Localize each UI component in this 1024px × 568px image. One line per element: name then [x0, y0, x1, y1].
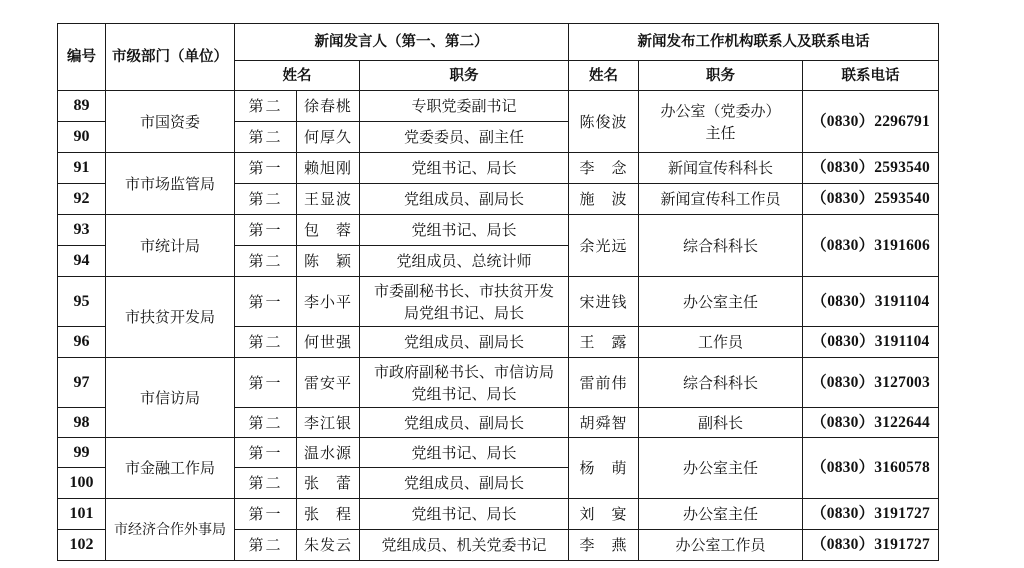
contact-name: 宋进钱 — [569, 277, 639, 327]
order-cell: 第二 — [235, 408, 297, 438]
spokesperson-name: 徐春桃 — [297, 91, 360, 122]
contact-name: 胡舜智 — [569, 408, 639, 438]
contact-phone: （0830）2296791 — [803, 91, 939, 153]
spokesperson-name: 包 蓉 — [297, 215, 360, 246]
spokesperson-name: 陈 颖 — [297, 246, 360, 277]
spokesperson-title: 党组成员、副局长 — [360, 327, 569, 358]
row-number: 96 — [58, 327, 106, 358]
dept-cell: 市金融工作局 — [106, 438, 235, 499]
header-spokesperson: 新闻发言人（第一、第二） — [235, 24, 569, 61]
spokesperson-title: 党组成员、总统计师 — [360, 246, 569, 277]
spokesperson-name: 何世强 — [297, 327, 360, 358]
spokesperson-name: 朱发云 — [297, 530, 360, 561]
contact-name: 陈俊波 — [569, 91, 639, 153]
contact-title: 综合科科长 — [639, 358, 803, 408]
contact-phone: （0830）2593540 — [803, 153, 939, 184]
row-number: 95 — [58, 277, 106, 327]
dept-cell: 市信访局 — [106, 358, 235, 438]
dept-cell: 市国资委 — [106, 91, 235, 153]
contact-name: 刘 宴 — [569, 499, 639, 530]
spokesperson-title — [360, 358, 569, 408]
contact-name: 雷前伟 — [569, 358, 639, 408]
order-cell: 第二 — [235, 468, 297, 499]
table-row — [58, 499, 939, 530]
spokesperson-name: 王显波 — [297, 184, 360, 215]
contact-title: 办公室主任 — [639, 499, 803, 530]
row-number: 97 — [58, 358, 106, 408]
spokesperson-name: 温水源 — [297, 438, 360, 468]
dept-cell: 市统计局 — [106, 215, 235, 277]
order-cell: 第一 — [235, 153, 297, 184]
table-row — [58, 153, 939, 184]
contact-phone: （0830）3191727 — [803, 530, 939, 561]
spokesperson-title: 党组成员、机关党委书记 — [360, 530, 569, 561]
contact-title: 副科长 — [639, 408, 803, 438]
spokesperson-title: 党组成员、副局长 — [360, 468, 569, 499]
table-row — [58, 277, 939, 327]
contact-title — [639, 91, 803, 153]
contact-phone: （0830）2593540 — [803, 184, 939, 215]
spokesperson-title-line-1: 市政府副秘书长、市信访局 — [373, 362, 554, 381]
row-number: 89 — [58, 91, 106, 122]
dept-cell: 市经济合作外事局 — [106, 499, 235, 561]
order-cell: 第一 — [235, 277, 297, 327]
row-number: 102 — [58, 530, 106, 561]
table-row — [58, 438, 939, 468]
row-number: 99 — [58, 438, 106, 468]
spokesperson-title: 党组成员、副局长 — [360, 408, 569, 438]
order-cell: 第二 — [235, 327, 297, 358]
spokesperson-name: 李小平 — [297, 277, 360, 327]
contact-name: 李 念 — [569, 153, 639, 184]
order-cell: 第二 — [235, 530, 297, 561]
order-cell: 第二 — [235, 122, 297, 153]
spokesperson-title: 党组书记、局长 — [360, 438, 569, 468]
contact-title: 新闻宣传科工作员 — [639, 184, 803, 215]
row-number: 94 — [58, 246, 106, 277]
header-row-1 — [58, 24, 939, 61]
contact-name: 李 燕 — [569, 530, 639, 561]
contact-phone: （0830）3191606 — [803, 215, 939, 277]
order-cell: 第二 — [235, 91, 297, 122]
contact-phone: （0830）3122644 — [803, 408, 939, 438]
contact-phone: （0830）3127003 — [803, 358, 939, 408]
row-number: 92 — [58, 184, 106, 215]
row-number: 90 — [58, 122, 106, 153]
order-cell: 第一 — [235, 438, 297, 468]
spokesperson-title-line-1: 市委副秘书长、市扶贫开发 — [373, 281, 554, 300]
order-cell: 第一 — [235, 215, 297, 246]
contact-phone: （0830）3191104 — [803, 277, 939, 327]
spokesperson-title — [360, 277, 569, 327]
spokesperson-title: 专职党委副书记 — [360, 91, 569, 122]
contact-title-line-1: 办公室（党委办） — [660, 101, 781, 120]
contact-phone: （0830）3191104 — [803, 327, 939, 358]
contact-title: 办公室主任 — [639, 438, 803, 499]
order-cell: 第二 — [235, 184, 297, 215]
header-contact-title: 职务 — [639, 61, 803, 91]
contact-phone: （0830）3160578 — [803, 438, 939, 499]
contact-title: 办公室工作员 — [639, 530, 803, 561]
table-row — [58, 358, 939, 408]
contact-title-line-2: 主任 — [705, 123, 736, 142]
contact-name: 施 波 — [569, 184, 639, 215]
order-cell: 第一 — [235, 499, 297, 530]
contact-title: 办公室主任 — [639, 277, 803, 327]
contact-title: 工作员 — [639, 327, 803, 358]
contact-name: 杨 萌 — [569, 438, 639, 499]
header-title: 职务 — [360, 61, 569, 91]
contact-title: 新闻宣传科科长 — [639, 153, 803, 184]
spokesperson-title: 党组书记、局长 — [360, 215, 569, 246]
header-no: 编号 — [58, 24, 106, 91]
spokesperson-title-line-2: 党组书记、局长 — [411, 384, 517, 403]
spokesperson-title: 党委委员、副主任 — [360, 122, 569, 153]
row-number: 98 — [58, 408, 106, 438]
row-number: 101 — [58, 499, 106, 530]
dept-cell: 市扶贫开发局 — [106, 277, 235, 358]
spokesperson-name: 张 蕾 — [297, 468, 360, 499]
spokesperson-name: 何厚久 — [297, 122, 360, 153]
spokesperson-title: 党组成员、副局长 — [360, 184, 569, 215]
contact-name: 王 露 — [569, 327, 639, 358]
table-row — [58, 91, 939, 122]
spokesperson-title: 党组书记、局长 — [360, 499, 569, 530]
header-contact-name: 姓名 — [569, 61, 639, 91]
spokesperson-title-line-2: 局党组书记、局长 — [403, 303, 524, 322]
contact-name: 余光远 — [569, 215, 639, 277]
spokesperson-name: 赖旭刚 — [297, 153, 360, 184]
table-row — [58, 215, 939, 246]
spokesperson-table — [57, 23, 939, 561]
order-cell: 第一 — [235, 358, 297, 408]
spokesperson-name: 张 程 — [297, 499, 360, 530]
spokesperson-name: 雷安平 — [297, 358, 360, 408]
dept-cell: 市市场监管局 — [106, 153, 235, 215]
header-contact-group: 新闻发布工作机构联系人及联系电话 — [569, 24, 939, 61]
order-cell: 第二 — [235, 246, 297, 277]
contact-title: 综合科科长 — [639, 215, 803, 277]
row-number: 100 — [58, 468, 106, 499]
contact-phone: （0830）3191727 — [803, 499, 939, 530]
row-number: 91 — [58, 153, 106, 184]
header-name: 姓名 — [235, 61, 360, 91]
spokesperson-title: 党组书记、局长 — [360, 153, 569, 184]
row-number: 93 — [58, 215, 106, 246]
header-dept: 市级部门（单位） — [106, 24, 235, 91]
header-phone: 联系电话 — [803, 61, 939, 91]
spokesperson-name: 李江银 — [297, 408, 360, 438]
